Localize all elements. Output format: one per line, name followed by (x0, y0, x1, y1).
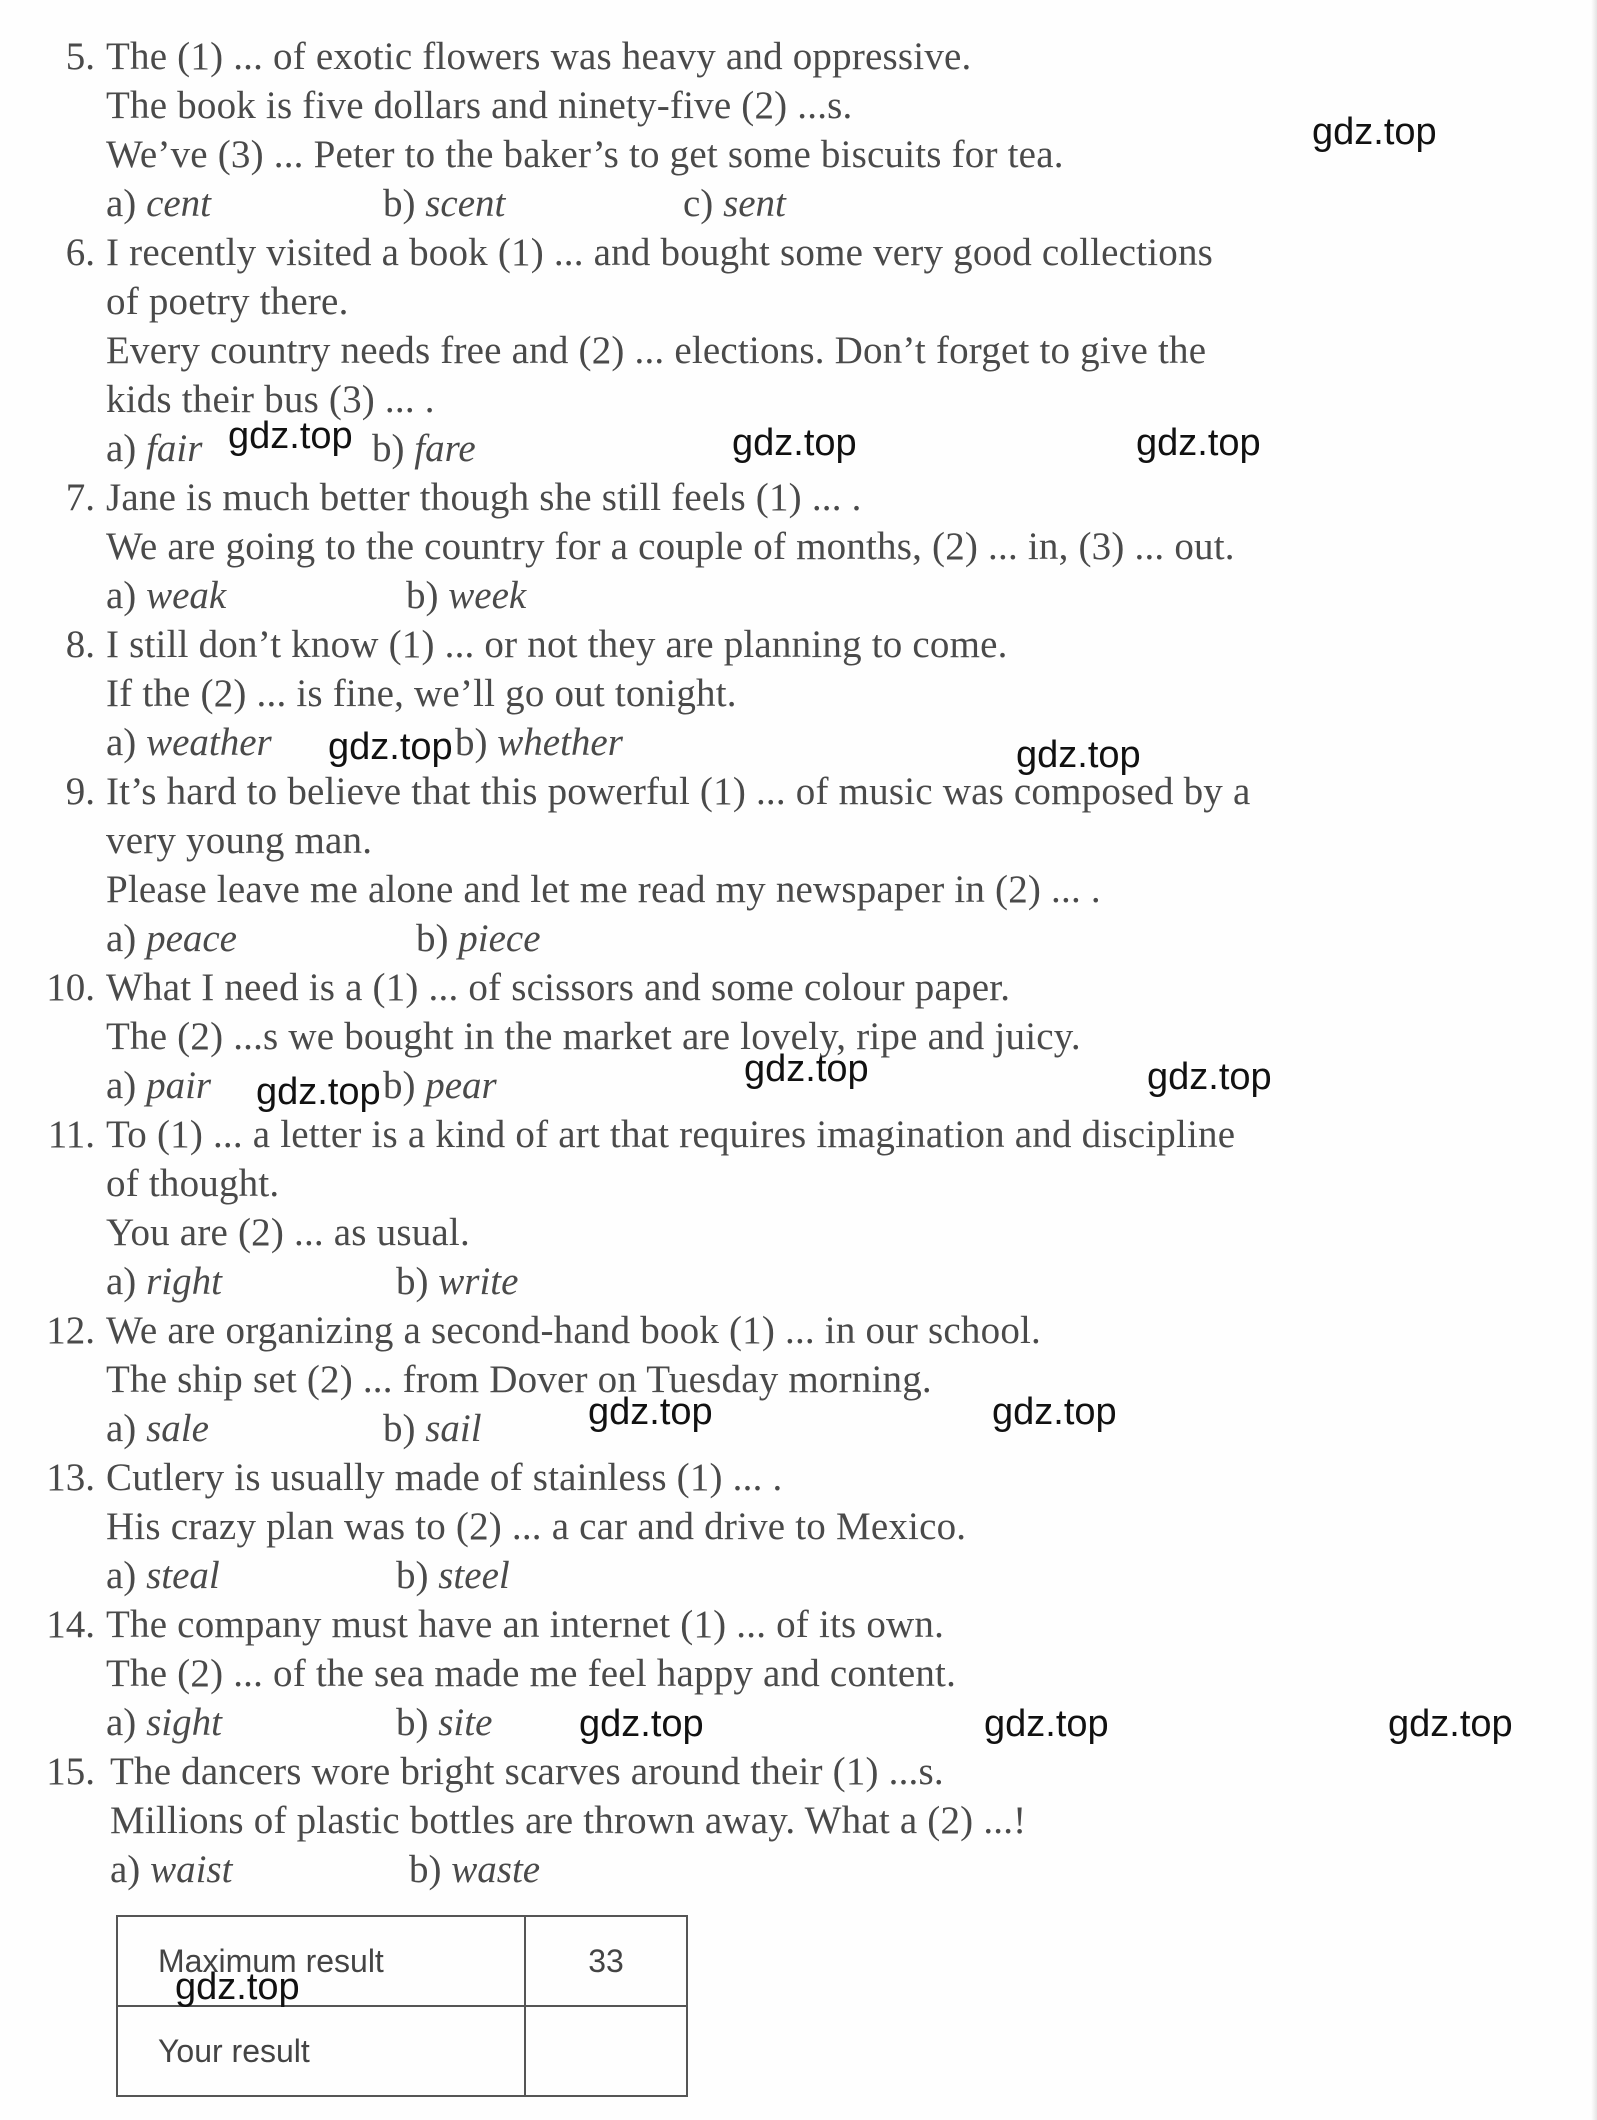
watermark: gdz.top (579, 1703, 704, 1745)
exercise-5-line-3: We’ve (3) ... Peter to the baker’s to get some biscuits for tea. (106, 133, 1064, 176)
exercise-9-option-a: a) peace (106, 917, 237, 960)
watermark: gdz.top (228, 415, 353, 457)
exercise-13-option-a: a) steal (106, 1554, 220, 1597)
maximum-result-value: 33 (525, 1916, 687, 2006)
exercise-12-option-b: b) sail (383, 1407, 482, 1450)
exercise-9-line-1: It’s hard to believe that this powerful (1) ... of music was composed by a (106, 770, 1251, 813)
exercise-5-number: 5. (65, 35, 95, 78)
exercise-6-line-2: of poetry there. (106, 280, 349, 323)
watermark: gdz.top (984, 1703, 1109, 1745)
exercise-14-option-a: a) sight (106, 1701, 222, 1744)
exercise-6-option-a: a) fair (106, 427, 203, 470)
page-edge-shadow (1591, 0, 1597, 2120)
exercise-10-line-1: What I need is a (1) ... of scissors and some colour paper. (106, 966, 1011, 1009)
exercise-6-line-3: Every country needs free and (2) ... elections. Don’t forget to give the (106, 329, 1207, 372)
exercise-9-line-3: Please leave me alone and let me read my newspaper in (2) ... . (106, 868, 1101, 911)
exercise-6-option-b: b) fare (372, 427, 476, 470)
exercise-12-number: 12. (46, 1309, 95, 1352)
watermark: gdz.top (992, 1391, 1117, 1433)
watermark: gdz.top (1388, 1703, 1513, 1745)
exercise-11-option-b: b) write (396, 1260, 519, 1303)
exercise-10-number: 10. (46, 966, 95, 1009)
exercise-7-number: 7. (65, 476, 95, 519)
watermark: gdz.top (1136, 422, 1261, 464)
exercise-8-option-b: b) whether (455, 721, 623, 764)
exercise-14-option-b: b) site (396, 1701, 493, 1744)
exercise-5-line-2: The book is five dollars and ninety-five (2) ...s. (106, 84, 853, 127)
exercise-11-line-3: You are (2) ... as usual. (106, 1211, 470, 1254)
watermark: gdz.top (256, 1071, 381, 1113)
exercise-9-number: 9. (65, 770, 95, 813)
exercise-10-option-b: b) pear (383, 1064, 497, 1107)
exercise-11-line-1: To (1) ... a letter is a kind of art that requires imagination and discipline (106, 1113, 1236, 1156)
exercise-10-line-2: The (2) ...s we bought in the market are lovely, ripe and juicy. (106, 1015, 1081, 1058)
exercise-7-option-b: b) week (406, 574, 527, 617)
exercise-9-line-2: very young man. (106, 819, 373, 862)
exercise-7-option-a: a) weak (106, 574, 227, 617)
watermark: gdz.top (175, 1966, 300, 2008)
watermark: gdz.top (1147, 1056, 1272, 1098)
exercise-13-line-1: Cutlery is usually made of stainless (1) ... . (106, 1456, 783, 1499)
exercise-12-line-1: We are organizing a second-hand book (1) ... in our school. (106, 1309, 1042, 1352)
exercise-12-line-2: The ship set (2) ... from Dover on Tuesday morning. (106, 1358, 932, 1401)
exercise-15-option-a: a) waist (110, 1848, 233, 1891)
exercise-13-number: 13. (46, 1456, 95, 1499)
exercise-11-number: 11. (47, 1113, 95, 1156)
exercise-13-option-b: b) steel (396, 1554, 510, 1597)
exercise-7-line-1: Jane is much better though she still feels (1) ... . (106, 476, 862, 519)
exercise-11-option-a: a) right (106, 1260, 222, 1303)
exercise-6-number: 6. (65, 231, 95, 274)
exercise-8-line-2: If the (2) ... is fine, we’ll go out tonight. (106, 672, 737, 715)
exercise-11-line-2: of thought. (106, 1162, 280, 1205)
exercise-5-option-b: b) scent (383, 182, 506, 225)
exercise-15-line-1: The dancers wore bright scarves around their (1) ...s. (110, 1750, 944, 1793)
your-result-label: Your result (117, 2006, 525, 2096)
exercise-12-option-a: a) sale (106, 1407, 209, 1450)
exercise-13-line-2: His crazy plan was to (2) ... a car and drive to Mexico. (106, 1505, 967, 1548)
exercise-8-number: 8. (65, 623, 95, 666)
watermark: gdz.top (1016, 734, 1141, 776)
watermark: gdz.top (744, 1048, 869, 1090)
exercise-8-option-a: a) weather (106, 721, 272, 764)
exercise-15-option-b: b) waste (409, 1848, 541, 1891)
exercise-14-number: 14. (46, 1603, 95, 1646)
maximum-result-label: Maximum result (117, 1916, 525, 2006)
your-result-value (525, 2006, 687, 2096)
exercise-6-line-4: kids their bus (3) ... . (106, 378, 435, 421)
exercise-8-line-1: I still don’t know (1) ... or not they are planning to come. (106, 623, 1008, 666)
exercise-7-line-2: We are going to the country for a couple of months, (2) ... in, (3) ... out. (106, 525, 1235, 568)
exercise-15-number: 15. (46, 1750, 95, 1793)
exercise-6-line-1: I recently visited a book (1) ... and bought some very good collections (106, 231, 1214, 274)
watermark: gdz.top (1312, 111, 1437, 153)
exercise-5-line-1: The (1) ... of exotic flowers was heavy and oppressive. (106, 35, 972, 78)
watermark: gdz.top (328, 726, 453, 768)
exercise-9-option-b: b) piece (416, 917, 541, 960)
exercise-5-option-a: a) cent (106, 182, 212, 225)
result-row-yours (117, 2006, 687, 2096)
watermark: gdz.top (588, 1391, 713, 1433)
watermark: gdz.top (732, 422, 857, 464)
exercise-14-line-2: The (2) ... of the sea made me feel happy and content. (106, 1652, 957, 1695)
exercise-10-option-a: a) pair (106, 1064, 212, 1107)
exercise-15-line-2: Millions of plastic bottles are thrown away. What a (2) ...! (110, 1799, 1027, 1842)
exercise-14-line-1: The company must have an internet (1) ... of its own. (106, 1603, 945, 1646)
exercise-5-option-c: c) sent (683, 182, 786, 225)
